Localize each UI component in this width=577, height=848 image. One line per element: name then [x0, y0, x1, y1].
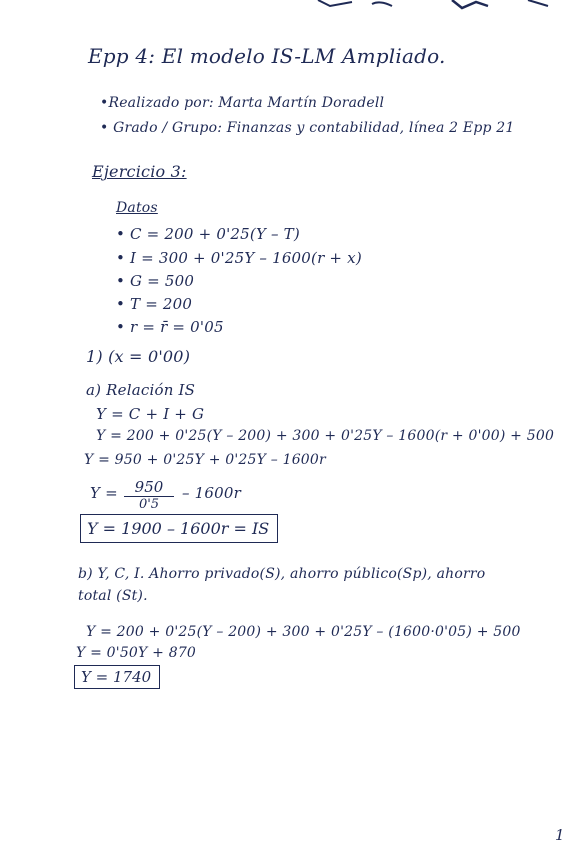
equation-line: Y = 200 + 0'25(Y – 200) + 300 + 0'25Y – (1600·0'05) + 500 — [86, 624, 521, 640]
fraction-numerator: 950 — [124, 478, 174, 497]
top-edge-scribble — [0, 0, 577, 14]
part-a-heading: a) Relación IS — [86, 381, 196, 399]
datos-item: • r = r̄ = 0'05 — [116, 318, 224, 336]
is-result-box: Y = 1900 – 1600r = IS — [80, 514, 278, 543]
group-line: • Grado / Grupo: Finanzas y contabilidad, línea 2 Epp 21 — [100, 120, 515, 136]
author-line: •Realizado por: Marta Martín Doradell — [100, 95, 385, 111]
fraction — [124, 478, 174, 512]
equation-line: Y = C + I + G — [96, 405, 205, 423]
datos-item: • I = 300 + 0'25Y – 1600(r + x) — [116, 249, 362, 267]
fraction-denominator: 0'5 — [138, 497, 160, 512]
exercise-heading: Ejercicio 3: — [92, 162, 187, 181]
equation-line: Y = 0'50Y + 870 — [76, 645, 197, 661]
y-result-box: Y = 1740 — [74, 665, 160, 689]
part1-heading: 1) (x = 0'00) — [86, 347, 191, 366]
page-title: Epp 4: El modelo IS-LM Ampliado. — [88, 44, 446, 68]
datos-item: • G = 500 — [116, 272, 195, 290]
datos-item: • C = 200 + 0'25(Y – T) — [116, 225, 300, 243]
page-number: 1 — [555, 826, 565, 844]
part-b-heading-cont: total (St). — [78, 588, 148, 604]
part-b-heading: b) Y, C, I. Ahorro privado(S), ahorro público(Sp), ahorro — [78, 566, 486, 582]
fraction-prefix: Y = — [90, 484, 118, 502]
equation-line: Y = 950 + 0'25Y + 0'25Y – 1600r — [84, 452, 326, 468]
datos-item: • T = 200 — [116, 295, 193, 313]
datos-label: Datos — [116, 200, 158, 216]
equation-line: Y = 200 + 0'25(Y – 200) + 300 + 0'25Y – 1600(r + 0'00) + 500 — [96, 428, 555, 444]
fraction-rest: – 1600r — [182, 484, 242, 502]
